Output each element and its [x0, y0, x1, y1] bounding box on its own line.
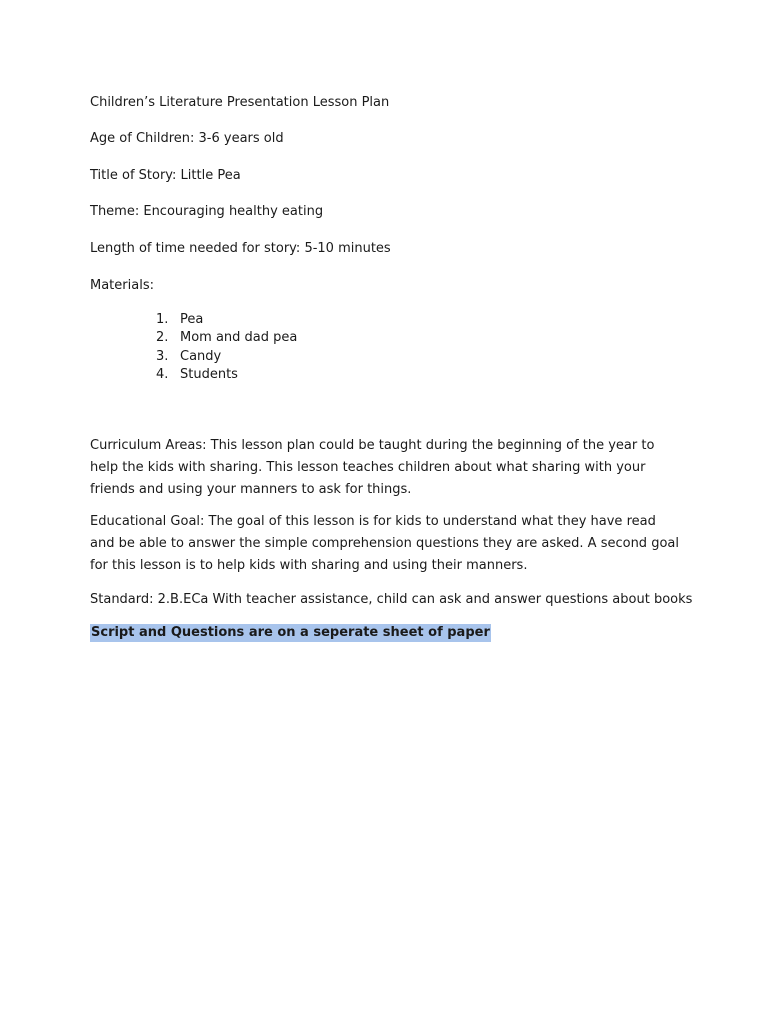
list-text: Pea	[180, 312, 204, 327]
highlighted-note: Script and Questions are on a seperate sheet of paper	[91, 625, 490, 640]
list-text: Candy	[180, 348, 222, 364]
list-number: 1.	[156, 312, 169, 327]
theme: Theme: Encouraging healthy eating	[90, 204, 324, 219]
list-text: Students	[180, 367, 238, 383]
standard: Standard: 2.B.ECa With teacher assistance, child can ask and answer questions about books	[90, 592, 693, 607]
story-title: Title of Story: Little Pea	[90, 168, 241, 183]
materials-label: Materials:	[90, 278, 154, 293]
list-number: 4.	[156, 367, 169, 383]
list-number: 3.	[156, 348, 169, 364]
educational-goal: Educational Goal: The goal of this lesson is for kids to understand what they have read and be able to answer the simple comprehension questions they are asked. A second goal for this lesson is to help kids with sharing and using their manners.	[90, 514, 679, 573]
document-title: Children’s Literature Presentation Lesson Plan	[90, 95, 390, 110]
age-of-children: Age of Children: 3-6 years old	[90, 131, 284, 146]
list-text: Mom and dad pea	[180, 330, 298, 346]
curriculum-areas: Curriculum Areas: This lesson plan could be taught during the beginning of the year to help the kids with sharing. This lesson teaches children about what sharing with your friends and using your manners to ask for things.	[90, 438, 655, 497]
length-of-time: Length of time needed for story: 5-10 minutes	[90, 241, 391, 256]
list-number: 2.	[156, 330, 169, 346]
